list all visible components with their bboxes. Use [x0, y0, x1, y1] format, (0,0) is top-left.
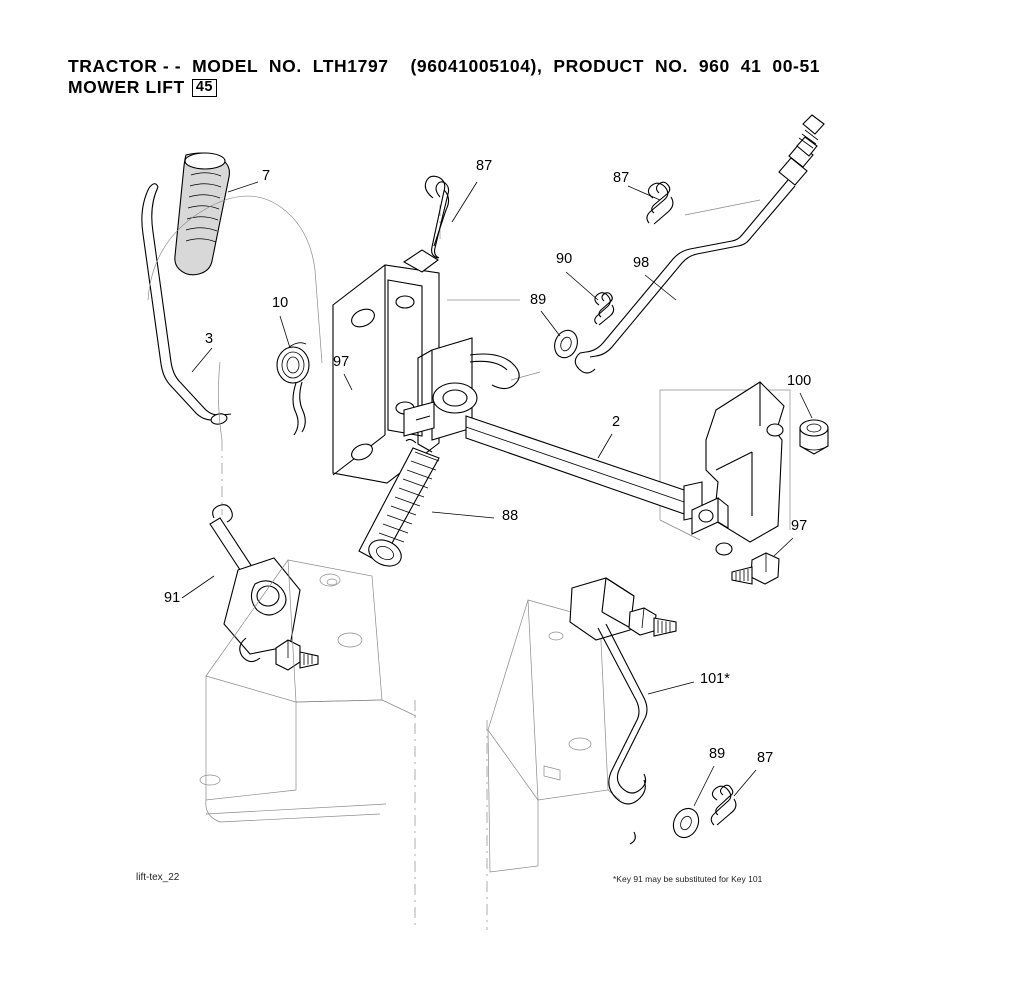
part-10-torsion-spring — [277, 343, 309, 435]
callout-97-b: 97 — [791, 518, 808, 534]
callout-7: 7 — [262, 168, 271, 184]
part-2-lift-shaft — [466, 416, 702, 520]
callout-87-a: 87 — [476, 158, 493, 174]
callout-91: 91 — [164, 590, 181, 606]
part-87-cotter-pin-top-right — [647, 182, 673, 224]
part-98-lift-link-rod — [575, 115, 824, 373]
callout-101: 101* — [700, 671, 730, 687]
part-89-washer-lower — [669, 804, 703, 841]
part-90-cotter-pin — [595, 293, 614, 325]
callout-10: 10 — [272, 295, 289, 311]
callout-88: 88 — [502, 508, 519, 524]
mower-deck-ghost-right — [488, 600, 620, 872]
part-101-lift-rod — [570, 578, 676, 844]
part-7-handle-grip — [175, 153, 230, 275]
substitution-footnote: *Key 91 may be substituted for Key 101 — [613, 874, 763, 884]
section-title-label: MOWER LIFT — [68, 77, 185, 97]
part-87-cotter-pin-top-left — [425, 176, 448, 258]
part-91-link-arm — [210, 505, 318, 670]
callout-2: 2 — [612, 414, 621, 430]
model-title: TRACTOR - - MODEL NO. LTH1797 (96041005104), PRODUCT NO. 960 41 00-51 — [68, 56, 821, 76]
part-87-cotter-pin-lower — [711, 785, 736, 825]
callout-98: 98 — [633, 255, 650, 271]
callout-87-c: 87 — [757, 750, 774, 766]
part-89-washer-upper — [551, 327, 581, 361]
part-97-bolt-right — [732, 553, 779, 584]
callout-89-b: 89 — [709, 746, 726, 762]
callout-100: 100 — [787, 373, 812, 389]
callout-87-b: 87 — [613, 170, 630, 186]
callout-90: 90 — [556, 251, 573, 267]
callout-3: 3 — [205, 331, 214, 347]
right-lift-bracket — [692, 382, 784, 555]
section-number-badge: 45 — [192, 79, 217, 97]
drawing-id: lift-tex_22 — [136, 872, 180, 883]
callout-97-a: 97 — [333, 354, 350, 370]
callout-89-a: 89 — [530, 292, 547, 308]
part-100-nut — [800, 420, 828, 454]
